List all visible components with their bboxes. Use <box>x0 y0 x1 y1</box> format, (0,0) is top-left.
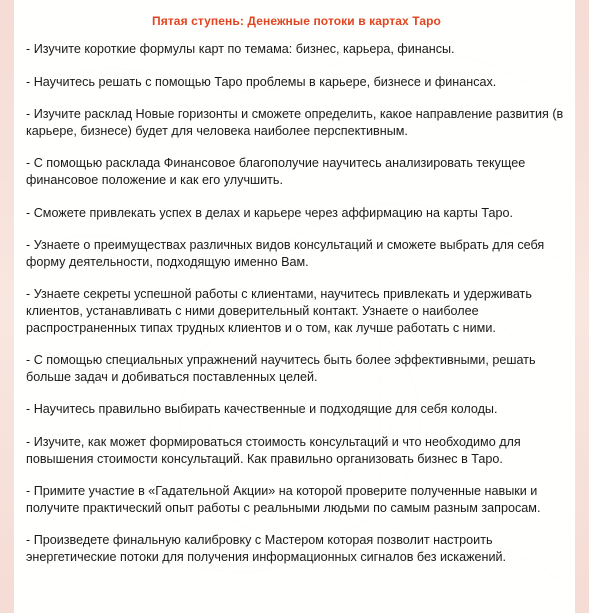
list-item: - Узнаете о преимуществах различных видов консультаций и сможете выбрать для себя форму деятельности, подходящую именно Вам. <box>26 238 545 269</box>
list-item: - Узнаете секреты успешной работы с клиентами, научитесь привлекать и удерживать клиентов, устанавливать с ними доверительный контакт. Узнаете о наиболее распространенных типах трудных клиентов и о том, как лучше работать с ними. <box>26 287 532 335</box>
bullet-list <box>26 41 567 565</box>
page-title: Пятая ступень: Денежные потоки в картах Таро <box>152 14 441 28</box>
list-item: - Научитесь решать с помощью Таро проблемы в карьере, бизнесе и финансах. <box>26 74 497 89</box>
list-item: - Примите участие в «Гадательной Акции» на которой проверите полученные навыки и получите практический опыт работы с реальными людьми по самым разным запросам. <box>26 484 541 515</box>
list-item: - С помощью специальных упражнений научитесь быть более эффективными, решать больше задач и добиваться поставленных целей. <box>26 353 536 384</box>
list-item: - Научитесь правильно выбирать качественные и подходящие для себя колоды. <box>26 402 498 417</box>
list-item: - Сможете привлекать успех в делах и карьере через аффирмацию на карты Таро. <box>26 205 513 220</box>
list-item: - С помощью расклада Финансовое благополучие научитесь анализировать текущее финансовое положение и как его улучшить. <box>26 156 526 187</box>
list-item: - Произведете финальную калибровку с Мастером которая позволит настроить энергетические потоки для получения информационных сигналов без искажений. <box>26 533 507 564</box>
document-body <box>26 14 567 581</box>
left-border-decoration <box>0 0 14 613</box>
right-border-decoration <box>575 0 589 613</box>
list-item: - Изучите расклад Новые горизонты и сможете определить, какое направление развития (в карьере, бизнесе) будет для человека наиболее перспективным. <box>26 107 564 138</box>
list-item: - Изучите короткие формулы карт по темама: бизнес, карьера, финансы. <box>26 42 455 56</box>
list-item: - Изучите, как может формироваться стоимость консультаций и что необходимо для повышения стоимости консультаций. Как правильно организовать бизнес в Таро. <box>26 434 521 466</box>
